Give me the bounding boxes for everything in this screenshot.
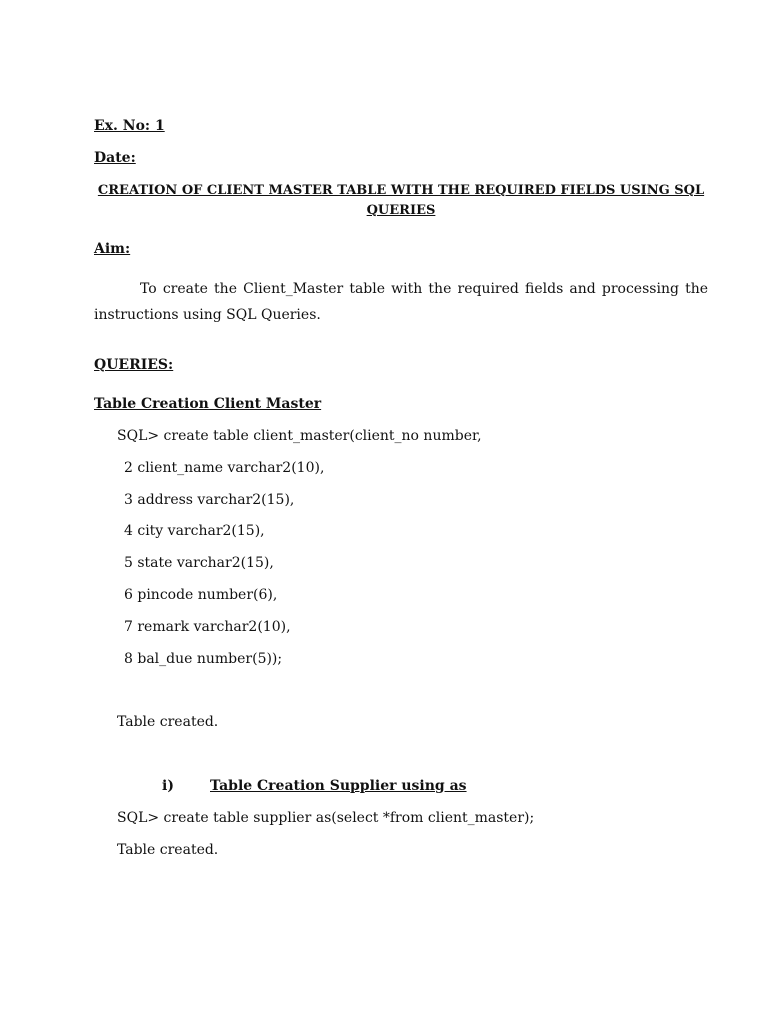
sql-line: 8 bal_due number(5)); [124, 651, 283, 667]
sql-line: 5 state varchar2(15), [124, 555, 274, 571]
sql-line: SQL> create table client_master(client_no number, [117, 428, 482, 444]
sql-line: 3 address varchar2(15), [124, 492, 295, 508]
exercise-number: Ex. No: 1 [94, 118, 165, 134]
document-title [94, 181, 708, 221]
queries-label: QUERIES: [94, 357, 174, 373]
document-title-line1: CREATION OF CLIENT MASTER TABLE WITH THE REQUIRED FIELDS USING SQL [97, 183, 705, 198]
result-message-supplier: Table created. [117, 842, 219, 858]
sql-line: 7 remark varchar2(10), [124, 619, 291, 635]
document-title-line2: QUERIES [366, 203, 436, 218]
sql-line: 6 pincode number(6), [124, 587, 278, 603]
aim-paragraph [94, 276, 708, 328]
list-marker: i) [162, 778, 174, 794]
sql-line: 4 city varchar2(15), [124, 523, 265, 539]
section-title-supplier: Table Creation Supplier using as [210, 778, 467, 794]
section-title-client-master: Table Creation Client Master [94, 396, 322, 412]
result-message: Table created. [117, 714, 219, 730]
aim-label: Aim: [94, 241, 131, 257]
aim-text: To create the Client_Master table with the required fields and processing the instructions using SQL Queries. [94, 281, 708, 323]
sql-line: 2 client_name varchar2(10), [124, 460, 325, 476]
date-label: Date: [94, 150, 136, 166]
sql-line-supplier: SQL> create table supplier as(select *from client_master); [117, 810, 535, 826]
